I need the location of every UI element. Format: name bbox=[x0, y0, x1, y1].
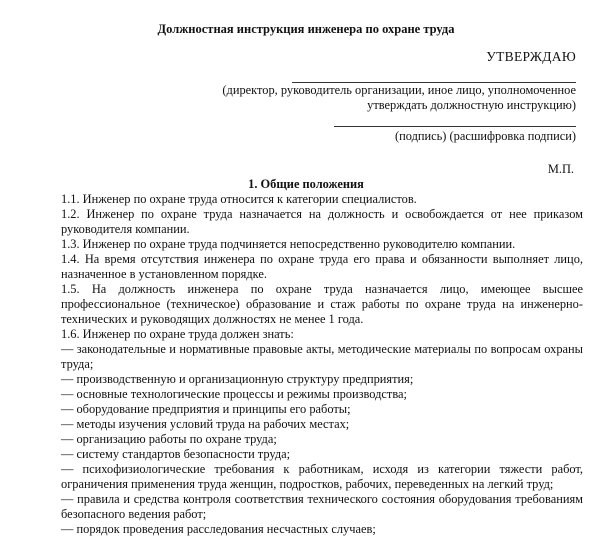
list-item: — психофизиологические требования к работникам, исходя из категории тяжести работ, ограничения применения труда женщин, подростков, рабочих, переведенных на легкий труд; bbox=[61, 462, 583, 491]
list-item: — порядок проведения расследования несчастных случаев; bbox=[61, 522, 376, 536]
stamp-label: М.П. bbox=[547, 162, 574, 176]
list-item: — основные технологические процессы и режимы производства; bbox=[61, 387, 407, 401]
section-heading: 1. Общие положения bbox=[248, 177, 364, 191]
document-title: Должностная инструкция инженера по охране труда bbox=[157, 22, 455, 36]
list-item: — производственную и организационную структуру предприятия; bbox=[61, 372, 414, 386]
list-item: — правила и средства контроля соответствия технического состояния оборудования требованиям безопасного ведения работ; bbox=[61, 492, 583, 521]
approve-label: УТВЕРЖДАЮ bbox=[486, 49, 576, 64]
director-note: (директор, руководитель организации, иное лицо, уполномоченное утверждать должностную инструкцию) bbox=[222, 83, 576, 112]
list-item: — организацию работы по охране труда; bbox=[61, 432, 277, 446]
paragraph-1-4: 1.4. На время отсутствия инженера по охране труда его права и обязанности выполняет лицо, назначенное в установленном порядке. bbox=[61, 252, 583, 281]
list-item: — оборудование предприятия и принципы его работы; bbox=[61, 402, 351, 416]
document-body bbox=[61, 192, 583, 537]
paragraph-1-2: 1.2. Инженер по охране труда назначается на должность и освобождается от нее приказом руководителя компании. bbox=[61, 207, 583, 236]
list-item: — систему стандартов безопасности труда; bbox=[61, 447, 291, 461]
list-item: — законодательные и нормативные правовые акты, методические материалы по вопросам охраны труда; bbox=[61, 342, 583, 371]
paragraph-1-6: 1.6. Инженер по охране труда должен знать: bbox=[61, 327, 294, 341]
signature-line bbox=[334, 126, 576, 127]
list-item: — методы изучения условий труда на рабочих местах; bbox=[61, 417, 350, 431]
paragraph-1-5: 1.5. На должность инженера по охране труда назначается лицо, имеющее высшее профессиональное (техническое) образование и стаж работы по охране труда на инженерно-технических и руководящих должностях не менее 1 года. bbox=[61, 282, 583, 326]
signature-note: (подпись) (расшифровка подписи) bbox=[394, 129, 576, 143]
paragraph-1-1: 1.1. Инженер по охране труда относится к категории специалистов. bbox=[61, 192, 417, 206]
paragraph-1-3: 1.3. Инженер по охране труда подчиняется непосредственно руководителю компании. bbox=[61, 237, 516, 251]
